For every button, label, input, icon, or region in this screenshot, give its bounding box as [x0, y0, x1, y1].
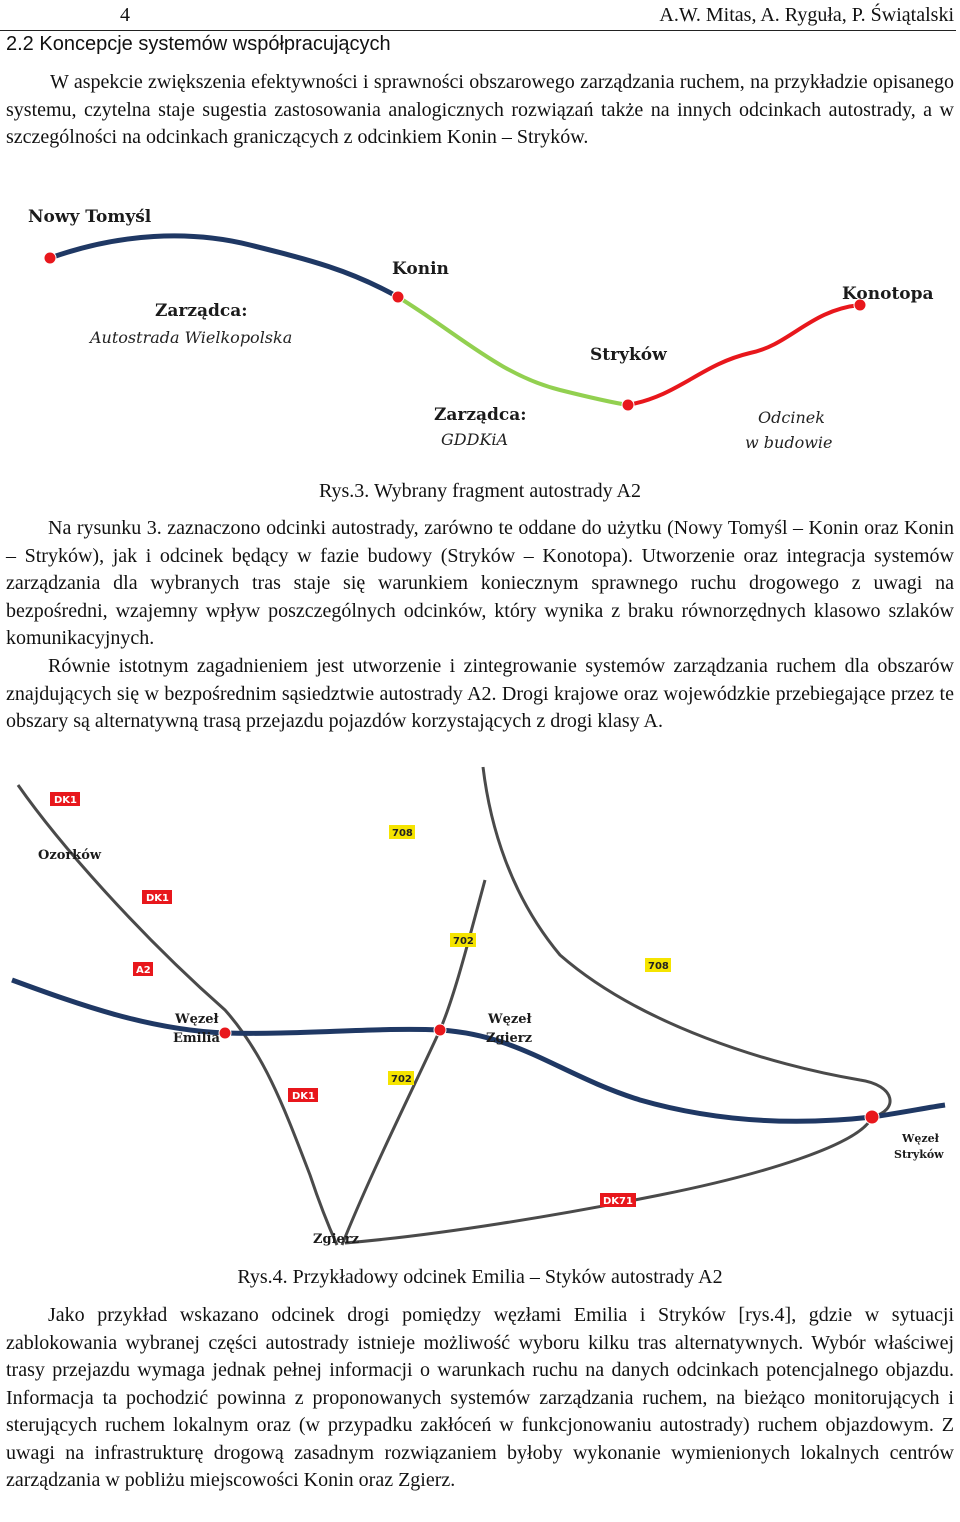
badge-dk71	[600, 1193, 636, 1207]
svg-text:702: 702	[391, 1074, 412, 1085]
node-wezel-emilia	[219, 1027, 231, 1039]
label-gddkia: GDDKiA	[441, 430, 509, 449]
paragraph-alternative-routes: Równie istotnym zagadnieniem jest utworzenie i zintegrowanie systemów zarządzania ruchem dla obszarów znajdujących się w bezpośrednim sąsiedztwie autostrady A2. Drogi krajowe oraz wojewódzkie przebiegające przez te obszary są alternatywną trasą przejazdu pojazdów korzystających z drogi klasy A.	[6, 655, 954, 732]
svg-text:708: 708	[392, 828, 413, 839]
page-number: 4	[120, 4, 130, 26]
figure-4-caption: Rys.4. Przykładowy odcinek Emilia – Styków autostrady A2	[237, 1266, 723, 1288]
badge-702-top	[450, 933, 476, 947]
segment-nowy-tomysl-konin	[50, 236, 398, 297]
badge-708-right	[645, 958, 671, 972]
label-konin: Konin	[392, 259, 449, 279]
svg-text:DK1: DK1	[292, 1091, 316, 1102]
svg-text:DK71: DK71	[603, 1196, 633, 1207]
road-dk71	[345, 1117, 872, 1243]
badge-702-low	[388, 1071, 414, 1085]
badge-dk1-mid	[142, 890, 172, 904]
label-wezel-strykow-2: Stryków	[894, 1148, 944, 1161]
svg-text:A2: A2	[136, 965, 151, 976]
badge-a2	[133, 962, 153, 976]
label-ozorkow: Ozorków	[38, 848, 102, 863]
label-strykow: Stryków	[590, 345, 667, 365]
label-nowy-tomysl: Nowy Tomyśl	[28, 207, 152, 227]
badge-dk1-low	[288, 1088, 318, 1102]
label-zarzadca-1: Zarządca:	[155, 301, 248, 321]
badge-dk1-top	[50, 792, 80, 806]
label-wezel-emilia-1: Węzeł	[175, 1012, 219, 1027]
motorway-a2	[12, 980, 945, 1121]
label-w-budowie: w budowie	[745, 433, 833, 452]
svg-text:708: 708	[648, 961, 669, 972]
road-708	[483, 767, 890, 1117]
svg-text:DK1: DK1	[54, 795, 78, 806]
paragraph-figure-3: Na rysunku 3. zaznaczono odcinki autostrady, zarówno te oddane do użytku (Nowy Tomyśl – Konin oraz Konin – Stryków), jak i odcinek będący w fazie budowy (Stryków – Konotopa). Utworzenie oraz integracja systemów zarządzania dla wybranych tras staje się warunkiem koniecznym sprawnego ruchu drogowego z uwagi na bezpośredni, wzajemny wpływ poszczególnych odcinków, który wynika z braku równorzędnych klasowo szlaków komunikacyjnych.	[6, 517, 954, 649]
authors: A.W. Mitas, A. Ryguła, P. Świątalski	[659, 4, 954, 26]
label-autostrada-wielkopolska: Autostrada Wielkopolska	[90, 328, 293, 347]
label-zarzadca-2: Zarządca:	[434, 405, 527, 425]
paragraph-example: Jako przykład wskazano odcinek drogi pomiędzy węzłami Emilia i Stryków [rys.4], gdzie w sytuacji zablokowania wybranej części autostrady istnieje możliwość wyboru kilku tras alternatywnych. Wybór właściwej trasy przejazdu wymaga jednak pełnej informacji o warunkach ruchu na danych odcinkach potencjalnego objazdu. Informacja ta pochodzić powinna z proponowanych systemów zarządzania ruchem, na bieżąco monitorujących i sterujących ruchem lokalnym oraz (w przypadku zakłóceń w funkcjonowaniu autostrady) ruchem objazdowym. Z uwagi na infrastrukturę drogową zasadnym rozwiązaniem byłoby wykonanie wymienionych lokalnych centrów zarządzania w pobliżu miejscowości Konin oraz Zgierz.	[6, 1304, 954, 1491]
label-wezel-zgierz-2: Zgierz	[486, 1031, 533, 1046]
paragraph-intro: W aspekcie zwiększenia efektywności i sprawności obszarowego zarządzania ruchem, na przykładzie opisanego systemu, czytelna staje sugestia zastosowania analogicznych rozwiązań także na innych odcinkach autostrady, a w szczególności na odcinkach graniczących z odcinkiem Konin – Stryków.	[6, 71, 954, 148]
label-wezel-emilia-2: Emilia	[173, 1031, 220, 1046]
figure-3-caption: Rys.3. Wybrany fragment autostrady A2	[318, 480, 641, 502]
node-konin	[392, 291, 404, 303]
figure-3-map	[0, 195, 960, 460]
section-title: 2.2 Koncepcje systemów współpracujących	[6, 33, 391, 55]
badge-708-top	[389, 825, 415, 839]
label-zgierz: Zgierz	[313, 1232, 360, 1247]
node-nowy-tomysl	[44, 252, 56, 264]
node-strykow	[622, 399, 634, 411]
page-header	[0, 4, 956, 31]
label-odcinek: Odcinek	[758, 408, 825, 427]
figure-4-map	[0, 765, 960, 1260]
svg-text:702: 702	[453, 936, 474, 947]
node-wezel-strykow	[865, 1110, 879, 1124]
svg-text:DK1: DK1	[146, 893, 170, 904]
label-wezel-strykow-1: Węzeł	[902, 1132, 939, 1145]
label-wezel-zgierz-1: Węzeł	[488, 1012, 532, 1027]
node-wezel-zgierz	[434, 1024, 446, 1036]
label-konotopa: Konotopa	[842, 284, 934, 304]
